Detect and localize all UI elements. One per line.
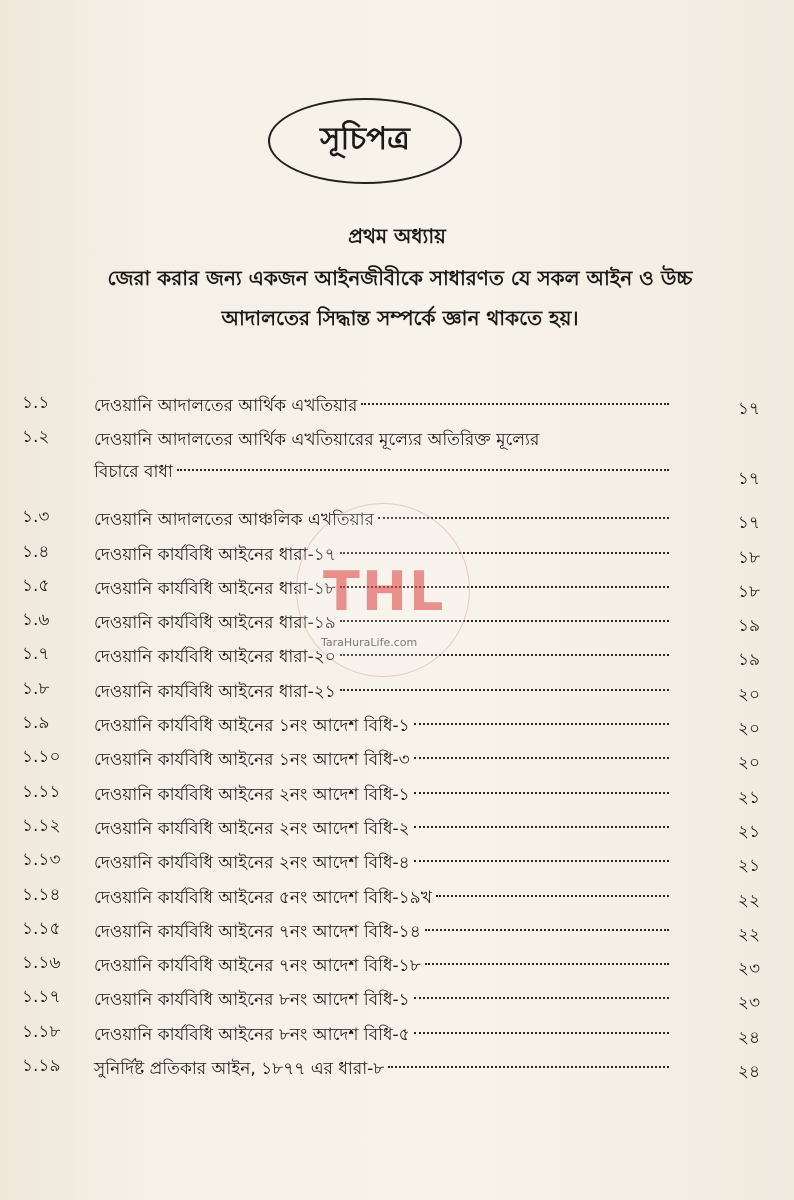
- toc-title: দেওয়ানি কার্যবিধি আইনের ২নং আদেশ বিধি-২: [94, 818, 410, 839]
- dot-leader: [414, 756, 669, 759]
- toc-entry: [94, 744, 669, 776]
- toc-title: দেওয়ানি কার্যবিধি আইনের ৭নং আদেশ বিধি-১৪: [94, 921, 421, 942]
- toc-section-number: ১.১৯: [22, 1056, 61, 1077]
- toc-section-number: ১.১৬: [22, 953, 61, 974]
- dot-leader: [414, 825, 669, 828]
- toc-title: দেওয়ানি কার্যবিধি আইনের ধারা-১৭: [94, 544, 336, 565]
- toc-page-number: ২০: [737, 684, 760, 705]
- toc-row: [0, 386, 794, 420]
- toc-row: [0, 775, 794, 809]
- toc-title: দেওয়ানি কার্যবিধি আইনের ধারা-১৯: [94, 613, 336, 634]
- dot-leader: [425, 928, 669, 931]
- toc-title: দেওয়ানি আদালতের আর্থিক এখতিয়ার: [94, 396, 358, 416]
- toc-page-number: ২৩: [737, 993, 760, 1014]
- toc-row: [0, 1049, 794, 1083]
- toc-title: দেওয়ানি কার্যবিধি আইনের ১নং আদেশ বিধি-১: [94, 716, 410, 737]
- toc-title: দেওয়ানি কার্যবিধি আইনের ৭নং আদেশ বিধি-১৮: [94, 956, 421, 977]
- toc-page-number: ১৭: [737, 513, 760, 534]
- toc-section-number: ১.৭: [22, 644, 50, 665]
- toc-page-number: ২০: [737, 753, 760, 774]
- toc-page-number: ১৭: [737, 399, 760, 419]
- toc-entry: [94, 984, 669, 1016]
- toc-section-number: ১.১৮: [22, 1021, 61, 1042]
- toc-title: দেওয়ানি কার্যবিধি আইনের ধারা-১৮: [94, 578, 336, 599]
- toc-title: দেওয়ানি কার্যবিধি আইনের ধারা-২১: [94, 681, 336, 702]
- toc-section-number: ১.৯: [22, 713, 50, 734]
- toc-section-number: ১.১১: [22, 781, 61, 802]
- toc-entry: [94, 916, 669, 948]
- toc-title: দেওয়ানি কার্যবিধি আইনের ৫নং আদেশ বিধি-১৯খ: [94, 887, 432, 908]
- chapter-subtitle-line-2: আদালতের সিদ্ধান্ত সম্পর্কে জ্ঞান থাকতে হয়।: [221, 306, 579, 330]
- toc-page-number: ২১: [737, 856, 760, 877]
- toc-entry: [94, 882, 669, 914]
- dot-leader: [177, 468, 669, 471]
- toc-page-number: ২২: [737, 890, 760, 911]
- toc-section-number: ১.৫: [22, 575, 50, 596]
- toc-title: দেওয়ানি কার্যবিধি আইনের ২নং আদেশ বিধি-১: [94, 784, 410, 805]
- watermark-logo: [323, 560, 445, 623]
- toc-section-number: ১.২: [22, 427, 50, 448]
- page-title: সূচিপত্র: [320, 121, 410, 157]
- dot-leader: [414, 791, 669, 794]
- watermark-site: TaraHuraLife.com: [321, 636, 418, 649]
- toc-entry: [94, 950, 669, 982]
- dot-leader: [414, 859, 669, 862]
- dot-leader: [436, 894, 669, 897]
- toc-row: [0, 843, 794, 877]
- chapter-subtitle: [30, 258, 770, 338]
- toc-entry: [94, 710, 669, 742]
- toc-section-number: ১.১২: [22, 815, 61, 836]
- watermark-logo-text: THL: [323, 560, 446, 623]
- toc-page-number: ২০: [737, 719, 760, 740]
- toc-page-number: ১৭: [737, 469, 760, 490]
- dot-leader: [340, 688, 669, 691]
- toc-page-number: ১৮: [737, 581, 760, 602]
- dot-leader: [414, 996, 669, 999]
- toc-row: [0, 980, 794, 1014]
- toc-title: দেওয়ানি কার্যবিধি আইনের ১নং আদেশ বিধি-৩: [94, 750, 410, 771]
- toc-page-number: ২২: [737, 924, 760, 945]
- toc-row: [0, 946, 794, 980]
- toc-page-number: ২৩: [737, 959, 760, 980]
- chapter-subtitle-line-1: জেরা করার জন্য একজন আইনজীবীকে সাধারণত যে সকল আইন ও উচ্চ: [107, 266, 693, 290]
- toc-title: বিচারে বাধা: [94, 462, 173, 483]
- table-of-contents: [0, 386, 794, 1083]
- toc-entry: [94, 779, 669, 811]
- toc-row: [0, 740, 794, 774]
- dot-leader: [425, 962, 669, 965]
- toc-section-number: ১.৩: [22, 507, 50, 528]
- toc-page-number: ২৪: [737, 1062, 760, 1083]
- toc-section-number: ১.১৩: [22, 850, 61, 871]
- toc-section-number: ১.৪: [22, 541, 50, 562]
- dot-leader: [414, 1031, 669, 1034]
- toc-page-number: ২৪: [737, 1027, 760, 1048]
- toc-row: [0, 809, 794, 843]
- toc-section-number: ১.১৭: [22, 987, 61, 1008]
- toc-entry: [94, 847, 669, 879]
- toc-section-number: ১.১৪: [22, 884, 61, 905]
- toc-entry: [94, 813, 669, 845]
- toc-entry: [94, 1053, 669, 1085]
- toc-row: [0, 706, 794, 740]
- toc-title-line-1: দেওয়ানি আদালতের আর্থিক এখতিয়ারের মূল্যের অতিরিক্ত মূল্যের: [94, 430, 540, 451]
- toc-section-number: ১.১৫: [22, 918, 61, 939]
- title-oval: [268, 98, 462, 184]
- toc-page-number: ২১: [737, 821, 760, 842]
- toc-page-number: ১৯: [737, 616, 760, 637]
- toc-page-number: ১৯: [737, 650, 760, 671]
- toc-page-number: ২১: [737, 787, 760, 808]
- toc-section-number: ১.১: [22, 393, 50, 413]
- toc-row: [0, 420, 794, 500]
- dot-leader: [361, 402, 669, 405]
- toc-title: দেওয়ানি কার্যবিধি আইনের ২নং আদেশ বিধি-৪: [94, 853, 410, 874]
- watermark-seal: [296, 503, 470, 677]
- chapter-heading: প্রথম অধ্যায়: [348, 224, 446, 248]
- dot-leader: [414, 722, 669, 725]
- toc-row: [0, 1015, 794, 1049]
- toc-row: [0, 912, 794, 946]
- toc-page-number: ১৮: [737, 547, 760, 568]
- toc-section-number: ১.৮: [22, 678, 50, 699]
- toc-entry: [94, 390, 669, 422]
- toc-title: সুনির্দিষ্ট প্রতিকার আইন, ১৮৭৭ এর ধারা-৮: [94, 1059, 385, 1080]
- toc-title: দেওয়ানি কার্যবিধি আইনের ধারা-২০: [94, 647, 336, 668]
- toc-title: দেওয়ানি কার্যবিধি আইনের ৮নং আদেশ বিধি-১: [94, 990, 410, 1011]
- toc-section-number: ১.৬: [22, 610, 50, 631]
- toc-entry: [94, 676, 669, 708]
- toc-entry: [94, 424, 669, 488]
- toc-title: দেওয়ানি আদালতের আঞ্চলিক এখতিয়ার: [94, 510, 374, 531]
- toc-entry: [94, 1019, 669, 1051]
- toc-row: [0, 672, 794, 706]
- toc-title: দেওয়ানি কার্যবিধি আইনের ৮নং আদেশ বিধি-৫: [94, 1024, 410, 1045]
- toc-row: [0, 878, 794, 912]
- dot-leader: [388, 1065, 669, 1068]
- toc-section-number: ১.১০: [22, 747, 61, 768]
